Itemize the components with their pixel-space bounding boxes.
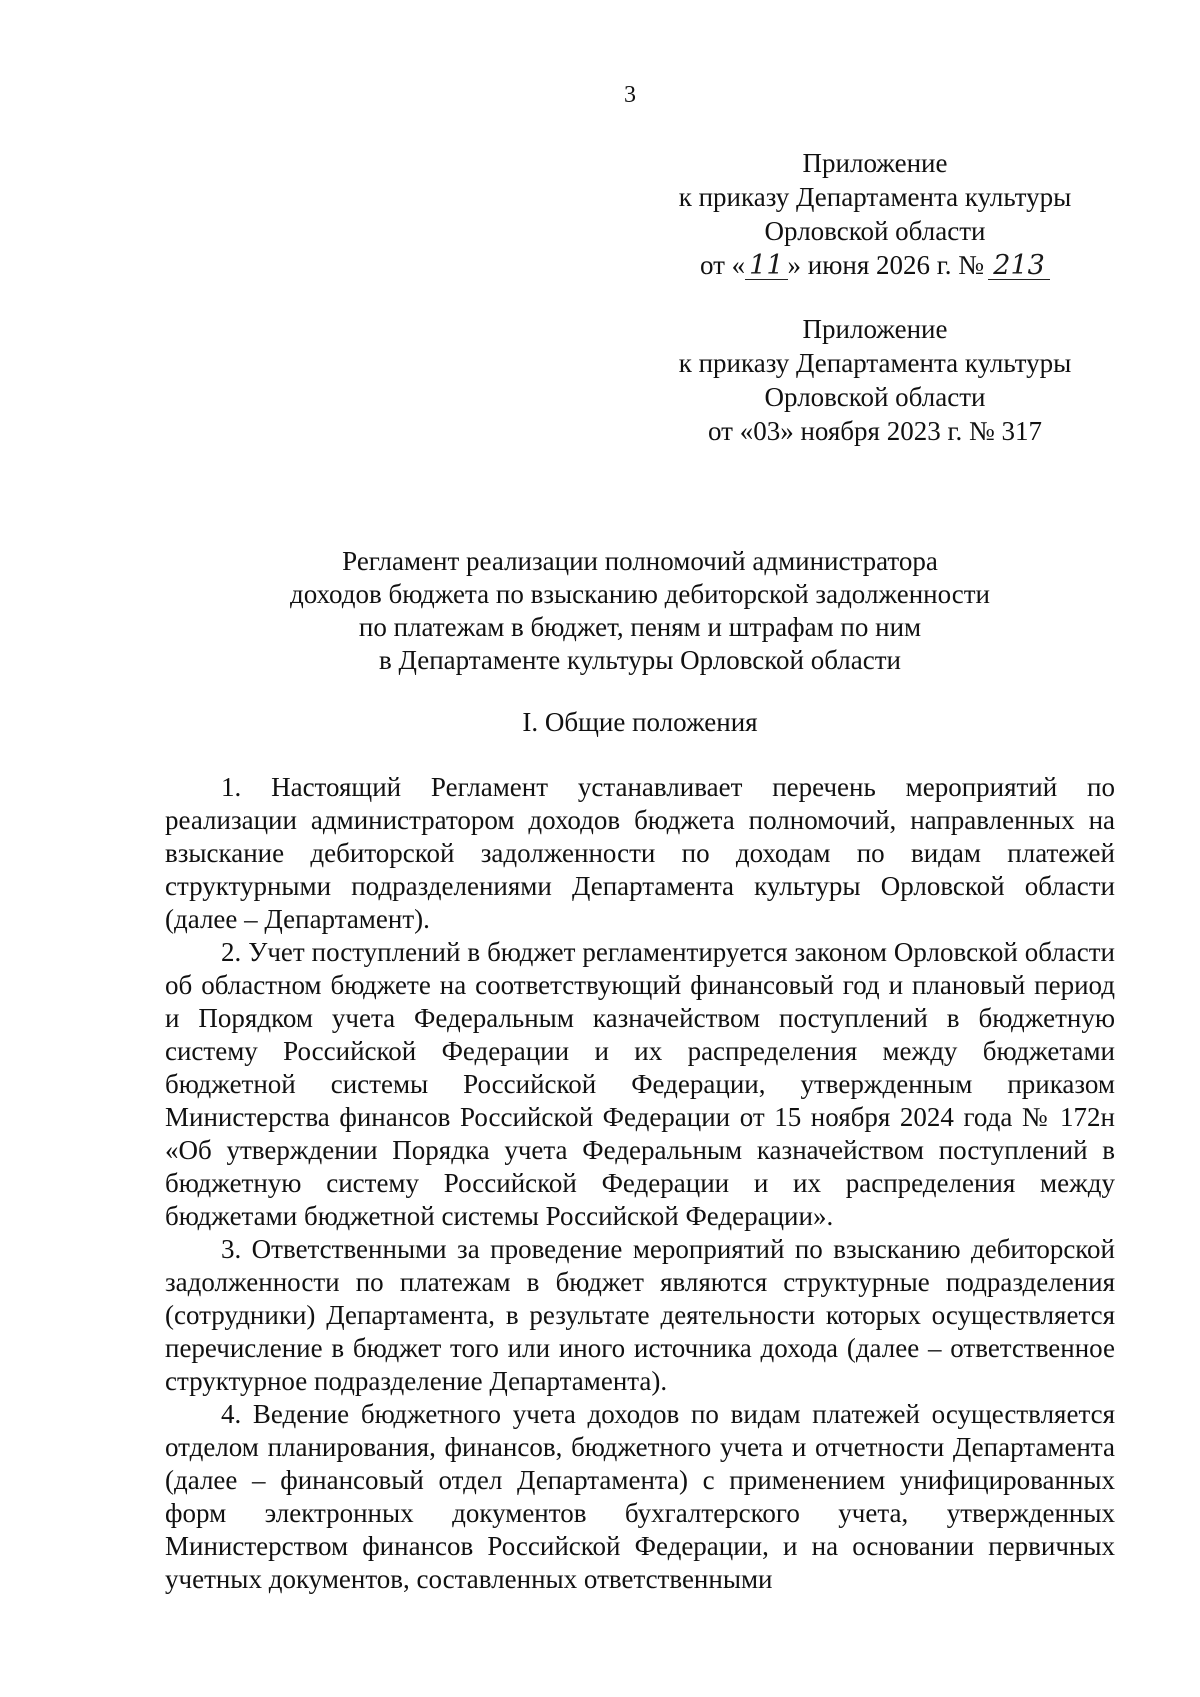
appendix-date-line bbox=[640, 248, 1110, 282]
paragraph-4: 4. Ведение бюджетного учета доходов по видам платежей осуществляется отделом планирования, финансов, бюджетного учета и отчетности Департамента (далее – финансовый отдел Департамента) с применением унифицированных форм электронных документов бухгалтерского учета, утвержденных Министерством финансов Российской Федерации, и на основании первичных учетных документов, составленных ответственными bbox=[165, 1399, 1115, 1594]
appendix-order-ref: к приказу Департамента культуры bbox=[678, 348, 1072, 378]
page-number: 3 bbox=[624, 82, 636, 108]
appendix-region: Орловской области bbox=[764, 382, 986, 412]
title-line: в Департаменте культуры Орловской области bbox=[378, 645, 901, 675]
title-line: доходов бюджета по взысканию дебиторской задолженности bbox=[289, 579, 991, 609]
date-prefix: от « bbox=[699, 250, 746, 280]
paragraph-3: 3. Ответственными за проведение мероприятий по взысканию дебиторской задолженности по платежам в бюджет являются структурные подразделения (сотрудники) Департамента, в результате деятельности которых осуществляется перечисление в бюджет того или иного источника дохода (далее – ответственное структурное подразделение Департамента). bbox=[165, 1234, 1115, 1396]
document-title bbox=[165, 545, 1115, 677]
appendix-previous-order bbox=[640, 312, 1110, 448]
section-heading: I. Общие положения bbox=[522, 707, 758, 737]
appendix-region: Орловской области bbox=[764, 216, 986, 246]
appendix-label: Приложение bbox=[802, 148, 948, 178]
appendix-current-order bbox=[640, 146, 1110, 282]
body-text bbox=[165, 771, 1115, 1596]
paragraph-1: 1. Настоящий Регламент устанавливает перечень мероприятий по реализации администратором доходов бюджета полномочий, направленных на взыскание дебиторской задолженности по доходам по видам платежей структурными подразделениями Департамента культуры Орловской области (далее – Департамент). bbox=[165, 772, 1115, 934]
appendix-label: Приложение bbox=[802, 314, 948, 344]
date-middle: » июня 2026 г. № bbox=[787, 250, 985, 280]
handwritten-day: 11 bbox=[745, 253, 787, 280]
appendix-date-line: от «03» ноября 2023 г. № 317 bbox=[708, 416, 1042, 446]
title-line: Регламент реализации полномочий администратора bbox=[342, 546, 938, 576]
paragraph-2: 2. Учет поступлений в бюджет регламентируется законом Орловской области об областном бюджете на соответствующий финансовый год и плановый период и Порядком учета Федеральным казначейством поступлений в бюджетную систему Российской Федерации и их распределения между бюджетами бюджетной системы Российской Федерации, утвержденным приказом Министерства финансов Российской Федерации от 15 ноября 2024 года № 172н «Об утверждении Порядка учета Федеральным казначейством поступлений в бюджетную систему Российской Федерации и их распределения между бюджетами бюджетной системы Российской Федерации». bbox=[165, 937, 1115, 1231]
appendix-order-ref: к приказу Департамента культуры bbox=[678, 182, 1072, 212]
handwritten-order-number: 213 bbox=[988, 253, 1050, 280]
title-line: по платежам в бюджет, пеням и штрафам по ним bbox=[358, 612, 922, 642]
